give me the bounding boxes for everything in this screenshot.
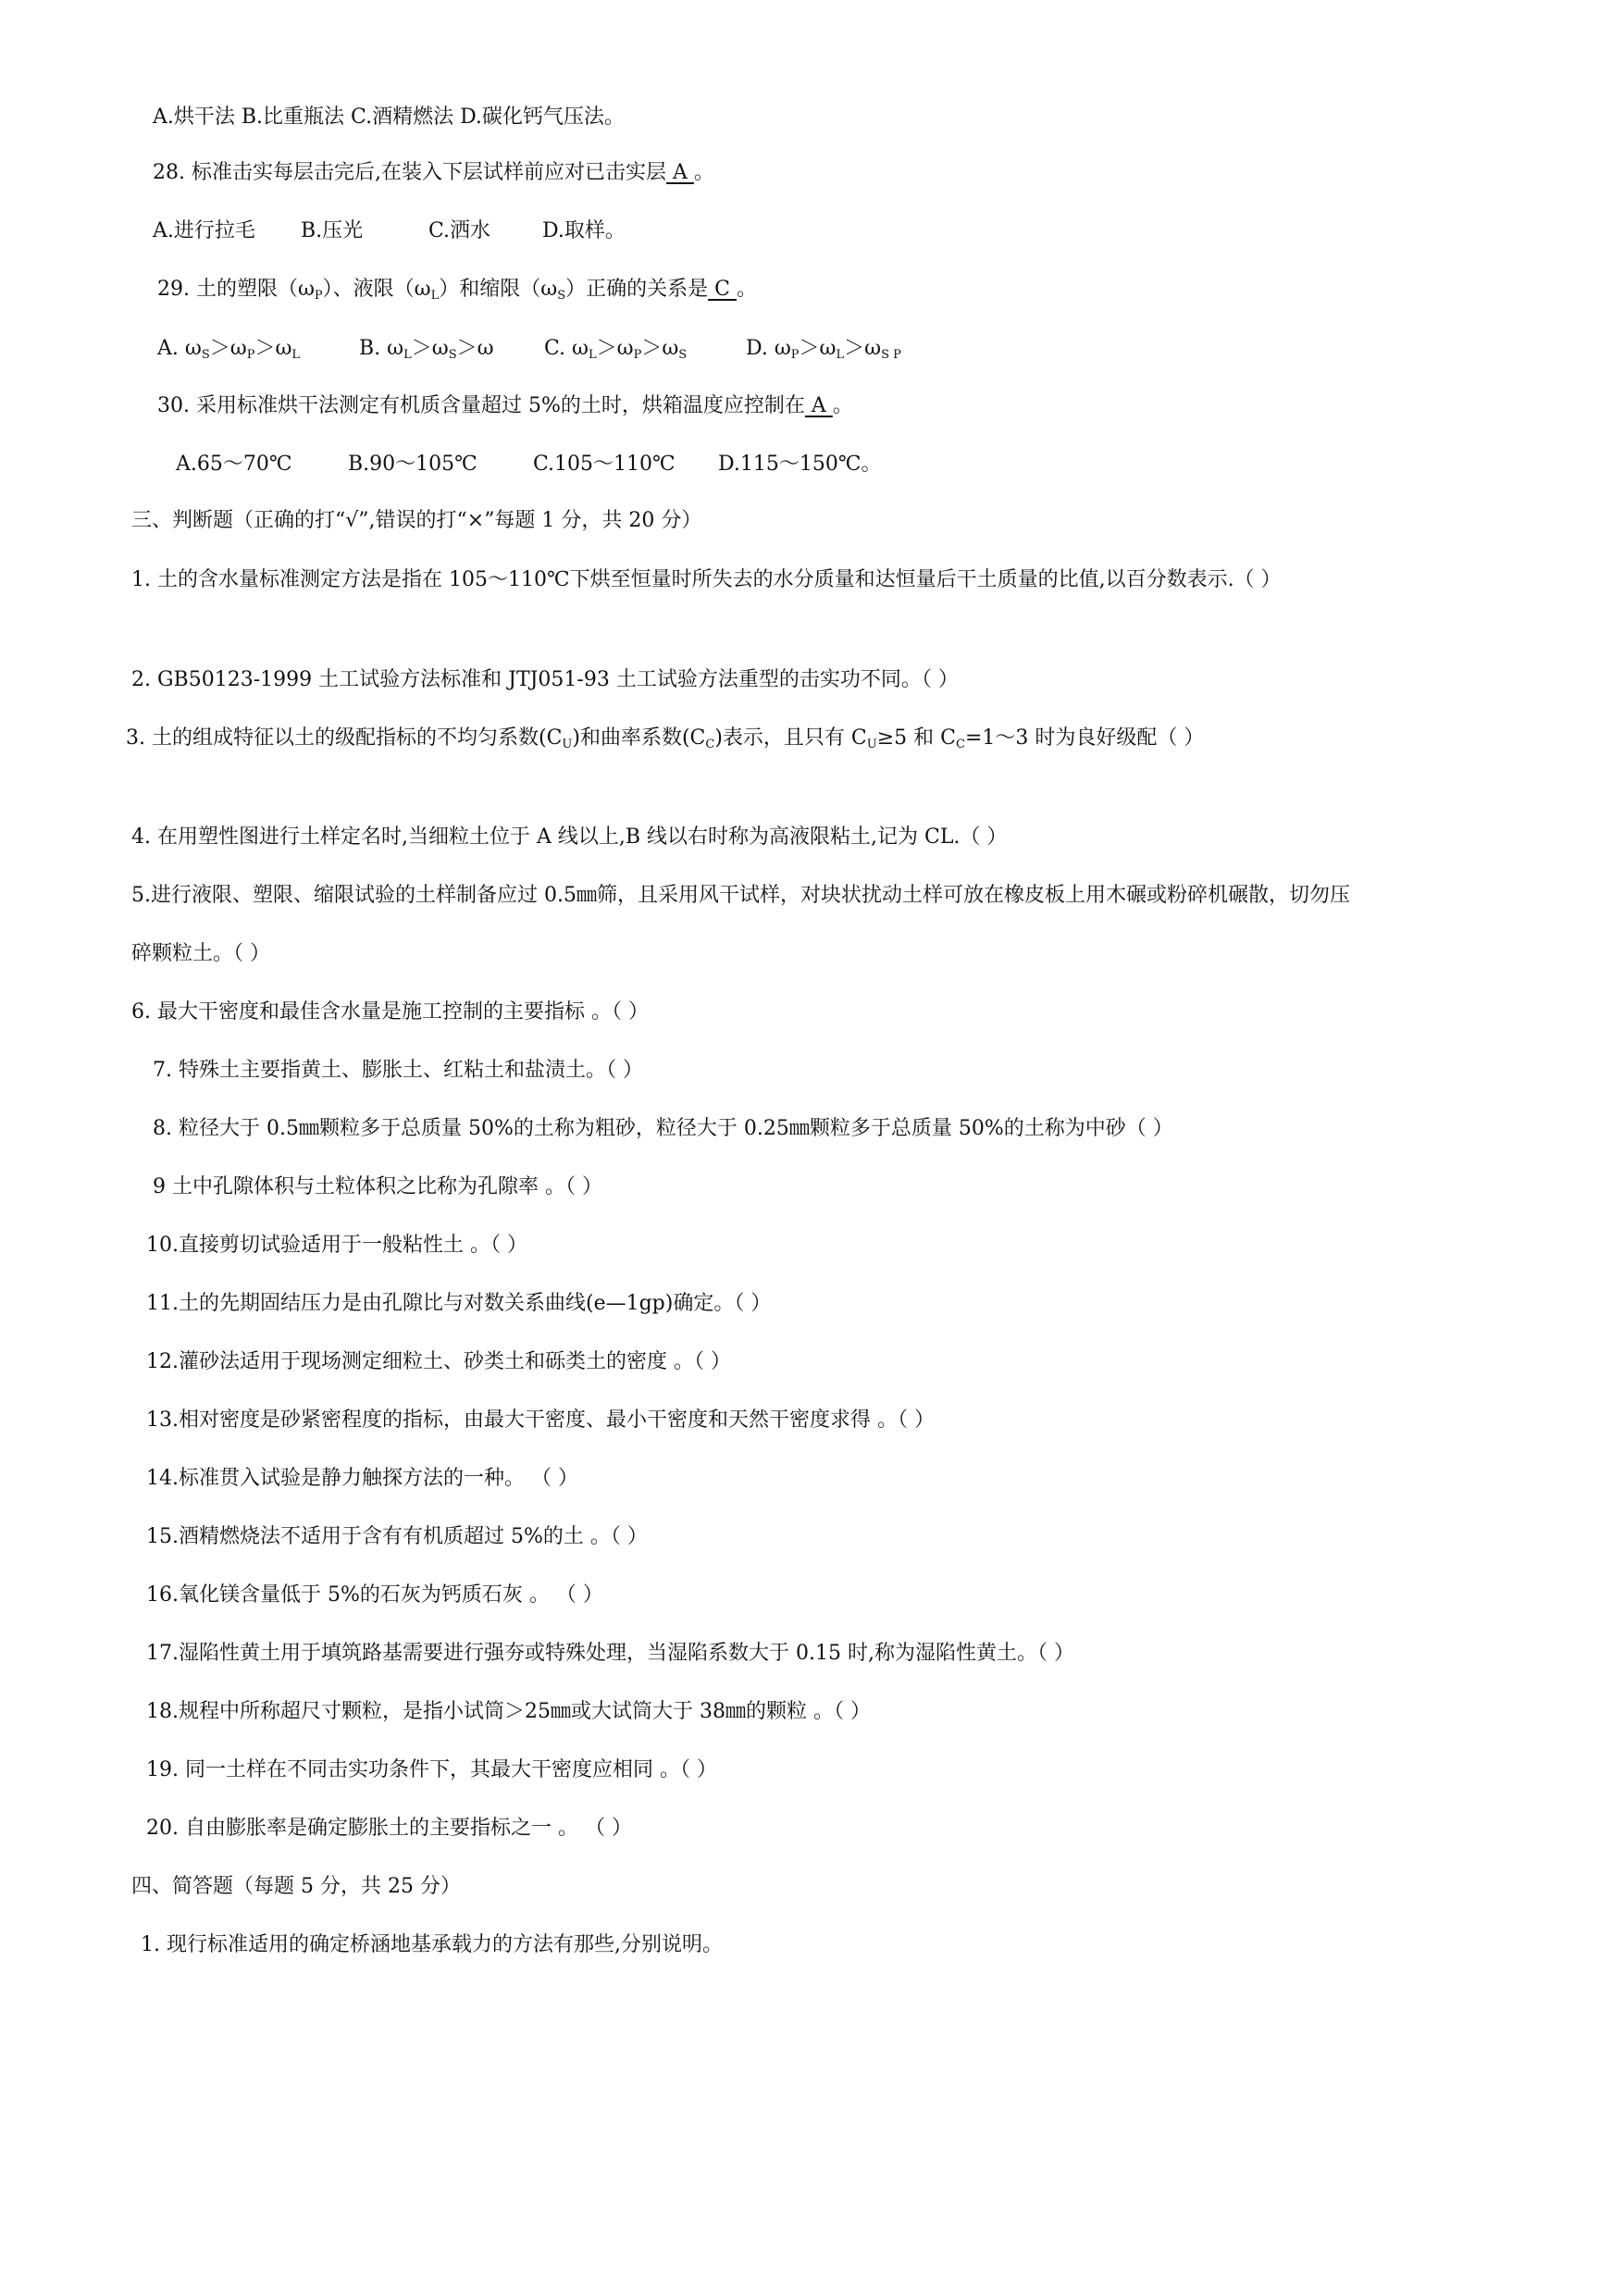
q29-option-b: B. $\omega_L>\omega_S>\omega$ bbox=[359, 337, 494, 362]
q30-option-a: A.65～70℃ bbox=[176, 453, 292, 476]
question-30 bbox=[157, 392, 853, 420]
question-29 bbox=[157, 276, 757, 310]
q30-option-d: D.115～150℃。 bbox=[718, 453, 882, 476]
q30-options bbox=[176, 451, 881, 478]
q29-option-d: D. $\omega_P>\omega_L>\omega_{S P}$ bbox=[746, 337, 901, 362]
q27-options: A.烘干法 B.比重瓶法 C.酒精燃法 D.碳化钙气压法。 bbox=[153, 105, 625, 129]
judge-item-20: 20. 自由膨胀率是确定膨胀土的主要指标之一 。 （ ） bbox=[146, 1817, 632, 1840]
q29-text: ）和缩限（ω bbox=[439, 278, 558, 301]
q30-end: 。 bbox=[832, 394, 853, 417]
judge-item-18: 18.规程中所称超尺寸颗粒，是指小试筒＞25㎜或大试筒大于 38㎜的颗粒 。（ ） bbox=[146, 1700, 871, 1723]
q29-option-a: A. $\omega_S>\omega_P>\omega_L$ bbox=[157, 337, 301, 362]
short-answer-1: 1. 现行标准适用的确定桥涵地基承载力的方法有那些,分别说明。 bbox=[141, 1933, 723, 1956]
q30-option-c: C.105～110℃ bbox=[533, 453, 676, 476]
judge-item-19: 19. 同一土样在不同击实功条件下，其最大干密度应相同 。（ ） bbox=[146, 1758, 717, 1781]
q29-options bbox=[157, 335, 901, 369]
q29-answer: C bbox=[708, 278, 737, 301]
judge-item-10: 10.直接剪切试验适用于一般粘性土 。（ ） bbox=[146, 1234, 527, 1257]
q29-sub: L bbox=[430, 289, 440, 303]
q29-option-c: C. $\omega_L>\omega_P>\omega_S$ bbox=[544, 337, 688, 362]
judge-item-12: 12.灌砂法适用于现场测定细粒土、砂类土和砾类土的密度 。（ ） bbox=[146, 1350, 731, 1373]
q29-end: 。 bbox=[736, 278, 757, 301]
q29-stem: 29. 土的塑限（ω bbox=[157, 278, 315, 301]
q30-stem: 30. 采用标准烘干法测定有机质含量超过 5%的土时，烘箱温度应控制在 bbox=[157, 394, 805, 417]
q29-text: ）、液限（ω bbox=[322, 278, 431, 301]
q28-option-d: D.取样。 bbox=[542, 219, 626, 242]
q29-text: ）正确的关系是 bbox=[565, 278, 709, 301]
q28-option-b: B.压光 bbox=[301, 219, 364, 242]
question-28 bbox=[153, 159, 714, 187]
judge-item-2: 2. GB50123-1999 土工试验方法标准和 JTJ051-93 土工试验方法重型的击实功不同。（ ） bbox=[131, 668, 959, 691]
q30-answer: A bbox=[804, 394, 833, 417]
judge-item-5-cont: 碎颗粒土。（ ） bbox=[131, 942, 270, 965]
q28-options bbox=[153, 217, 626, 245]
q29-sub: P bbox=[314, 289, 323, 303]
q30-option-b: B.90～105℃ bbox=[348, 453, 477, 476]
q28-stem: 28. 标准击实每层击完后,在装入下层试样前应对已击实层 bbox=[153, 161, 666, 184]
judge-item-4: 4. 在用塑性图进行土样定名时,当细粒土位于 A 线以上,B 线以右时称为高液限粘土,记为 CL.（ ） bbox=[131, 825, 1008, 849]
judge-item-13: 13.相对密度是砂紧密程度的指标，由最大干密度、最小干密度和天然干密度求得 。（ ） bbox=[146, 1409, 935, 1432]
judge-item-14: 14.标准贯入试验是静力触探方法的一种。 （ ） bbox=[146, 1467, 578, 1490]
judge-item-15: 15.酒精燃烧法不适用于含有有机质超过 5%的土 。（ ） bbox=[146, 1525, 648, 1548]
q29-sub: S bbox=[557, 289, 566, 303]
judge-item-11: 11.土的先期固结压力是由孔隙比与对数关系曲线(e—1gp)确定。（ ） bbox=[146, 1292, 772, 1315]
judge-item-9: 9 土中孔隙体积与土粒体积之比称为孔隙率 。（ ） bbox=[153, 1175, 602, 1198]
judge-item-5: 5.进行液限、塑限、缩限试验的土样制备应过 0.5㎜筛，且采用风干试样，对块状扰动土样可放在橡皮板上用木碾或粉碎机碾散，切勿压 bbox=[131, 884, 1350, 907]
judge-item-6: 6. 最大干密度和最佳含水量是施工控制的主要指标 。（ ） bbox=[131, 1000, 649, 1024]
q28-option-c: C.洒水 bbox=[428, 219, 491, 242]
section-3-title: 三、判断题（正确的打“√”,错误的打“×”每题 1 分，共 20 分） bbox=[131, 509, 702, 532]
section-4-title: 四、简答题（每题 5 分，共 25 分） bbox=[131, 1875, 461, 1898]
judge-item-8: 8. 粒径大于 0.5㎜颗粒多于总质量 50%的土称为粗砂，粒径大于 0.25㎜颗粒多于总质量 50%的土称为中砂（ ） bbox=[153, 1117, 1173, 1140]
q28-option-a: A.进行拉毛 bbox=[153, 219, 255, 242]
judge-item-16: 16.氧化镁含量低于 5%的石灰为钙质石灰 。 （ ） bbox=[146, 1583, 603, 1607]
judge-item-3: 3. 土的组成特征以土的级配指标的不均匀系数$(C_U)$和曲率系数$(C_C)$表示，且只有 $C_U\ge 5$ 和 $C_C=1\sim 3$ 时为良好级配（ ） bbox=[126, 726, 1205, 751]
judge-item-17: 17.湿陷性黄土用于填筑路基需要进行强夯或特殊处理，当湿陷系数大于 0.15 时,称为湿陷性黄土。（ ） bbox=[146, 1642, 1074, 1665]
q28-answer: A bbox=[665, 161, 694, 184]
judge-item-7: 7. 特殊土主要指黄土、膨胀土、红粘土和盐渍土。（ ） bbox=[153, 1059, 643, 1082]
q28-end: 。 bbox=[693, 161, 714, 184]
judge-item-1: 1. 土的含水量标准测定方法是指在 105～110℃下烘至恒量时所失去的水分质量和达恒量后干土质量的比值,以百分数表示.（ ） bbox=[131, 568, 1282, 591]
